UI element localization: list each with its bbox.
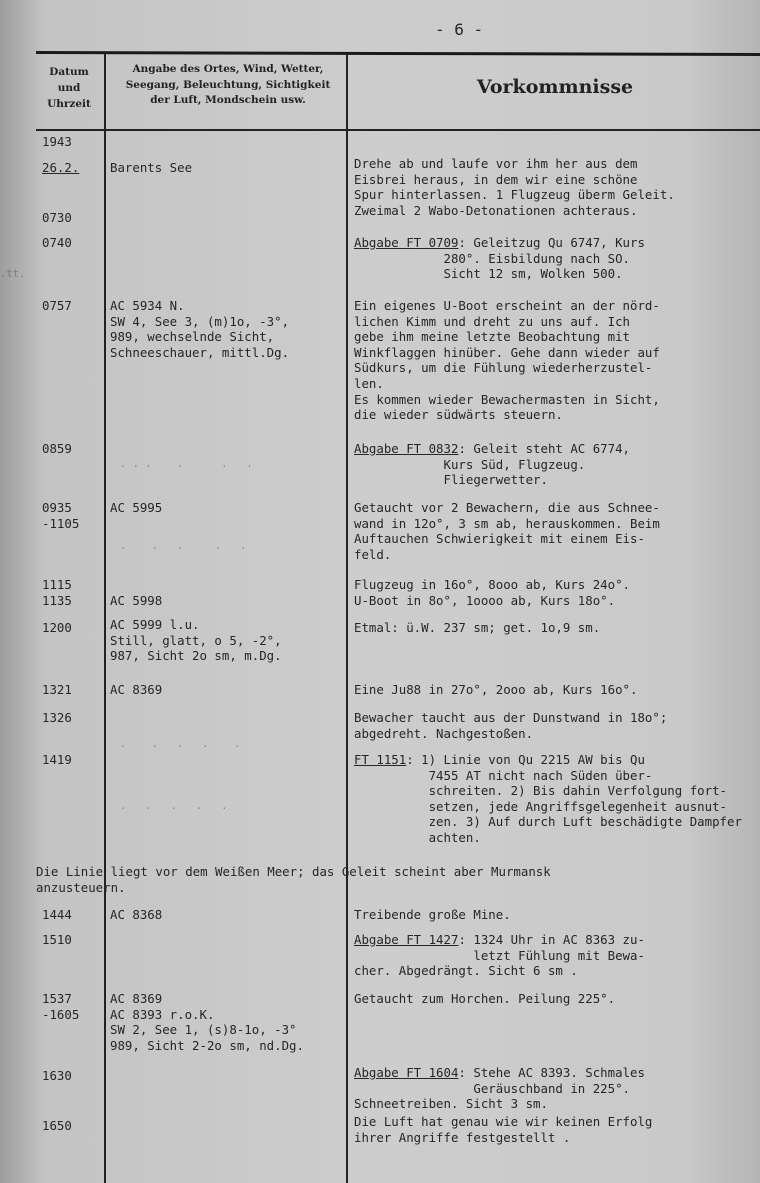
row-0757-time: 0757 [42,298,72,313]
row-0757-place: AC 5934 N. SW 4, See 3, (m)1o, -3°, 989, wechselnde Sicht, Schneeschauer, mittl.Dg. [110,298,290,360]
bleed-through-mark: . . . . . . [120,458,253,470]
row-date-place: Barents See [110,160,193,175]
row-1650-entry: Die Luft hat genau wie wir keinen Erfolg ihrer Angriffe festgestellt . [354,1114,653,1145]
row-0935-place: AC 5995 [110,500,163,515]
row-1200-time: 1200 [42,620,72,635]
header-date-time: Datum und Uhrzeit [47,66,91,110]
row-1419-entry: FT 1151: 1) Linie von Qu 2215 AW bis Qu 7455 AT nicht nach Süden über- schreiten. 2) Bis dahin Verfolgung fort- setzen, jede Angriffsgelegenheit ausnut- zen. 3) Auf durch Luft beschädigte Dampfer achten. [354,752,742,845]
row-1321-place: AC 8369 [110,682,163,697]
row-1321-time: 1321 [42,682,72,697]
row-0757-entry: Ein eigenes U-Boot erscheint an der nörd- lichen Kimm und dreht zu uns auf. Ich gebe ihm meine letzte Beobachtung mit Winkflaggen hinüber. Gehe dann wieder auf Südkurs, um die Fühlung wiederherzustel- len. Es kommen wieder Bewachermasten in Sicht, die wieder südwärts steuern. [354,298,660,423]
row-1115-place: AC 5998 [110,592,163,608]
row-1419-time: 1419 [42,752,72,767]
row-1326-entry: Bewacher taucht aus der Dunstwand in 18o°; abgedreht. Nachgestoßen. [354,710,668,741]
row-1510-time: 1510 [42,932,72,947]
ft-label: Abgabe FT 0832 [354,441,459,456]
row-1537-entry: Getaucht zum Horchen. Peilung 225°. [354,991,616,1006]
bleed-through-mark: . . . . . [120,540,247,552]
row-date-time: 26.2. [42,160,80,175]
row-1115-entry: Flugzeug in 16o°, 8ooo ab, Kurs 24o°. U-Boot in 8o°, 1oooo ab, Kurs 18o°. [354,577,631,608]
row-1115-time: 1115 1135 [42,577,72,608]
row-0935-entry: Getaucht vor 2 Bewachern, die aus Schnee- wand in 12o°, 3 sm ab, herauskommen. Beim Auftauchen Schwierigkeit mit einem Eis- feld. [354,500,660,562]
row-0859-time: 0859 [42,441,72,456]
row-1510-entry: Abgabe FT 1427: 1324 Uhr in AC 8363 zu- letzt Fühlung mit Bewa- cher. Abgedrängt. Sicht 6 sm . [354,932,645,979]
ft-label: Abgabe FT 1604 [354,1065,459,1080]
row-1326-time: 1326 [42,710,72,725]
bleed-through-mark: . . . . . [120,738,241,750]
header-events: Vorkommnisse [476,76,634,98]
ft-label: Abgabe FT 1427 [354,932,459,947]
row-1650-time: 1650 [42,1118,72,1133]
header-location-weather: Angabe des Ortes, Wind, Wetter, Seegang, Beleuchtung, Sichtigkeit der Luft, Mondschein usw. [125,63,331,106]
row-1537-place: AC 8369 AC 8393 r.o.K. SW 2, See 1, (s)8-1o, -3° 989, Sicht 2-2o sm, nd.Dg. [110,991,304,1053]
row-0730-time: 0730 [42,210,72,225]
page-number: - 6 - [435,20,484,39]
row-1630-entry: Abgabe FT 1604: Stehe AC 8393. Schmales Geräuschband in 225°. Schneetreiben. Sicht 3 sm. [354,1065,645,1112]
bleed-through-mark: . . . . . [120,800,228,812]
column-divider-2 [346,54,348,1183]
row-1943-time: 1943 [42,134,72,149]
row-0935-time: 0935 -1105 [42,500,80,531]
table-top-rule [36,51,760,56]
column-divider-1 [104,54,106,1183]
row-1444-time: 1444 [42,907,72,922]
row-0740-entry: Abgabe FT 0709: Geleitzug Qu 6747, Kurs 280°. Eisbildung nach SO. Sicht 12 sm, Wolken 500. [354,235,645,282]
row-1200-place: AC 5999 l.u. Still, glatt, o 5, -2°, 987, Sicht 2o sm, m.Dg. [110,617,282,664]
row-1321-entry: Eine Ju88 in 27o°, 2ooo ab, Kurs 16o°. [354,682,638,697]
row-0859-entry: Abgabe FT 0832: Geleit steht AC 6774, Kurs Süd, Flugzeug. Fliegerwetter. [354,441,631,488]
row-1537-time: 1537 -1605 [42,991,80,1022]
full-width-note: Die Linie liegt vor dem Weißen Meer; das Geleit scheint aber Murmansk anzusteuern. [36,864,551,895]
ft-label: FT 1151 [354,752,407,767]
row-1444-place: AC 8368 [110,907,163,922]
bleed-through-mark: .tt. [0,268,26,280]
row-date-entry: Drehe ab und laufe vor ihm her aus dem Eisbrei heraus, in dem wir eine schöne Spur hinterlassen. 1 Flugzeug überm Geleit. [354,156,675,203]
ft-label: Abgabe FT 0709 [354,235,459,250]
header-rule [36,129,760,131]
row-1444-entry: Treibende große Mine. [354,907,511,922]
row-1630-time: 1630 [42,1068,72,1083]
row-0730-entry: Zweimal 2 Wabo-Detonationen achteraus. [354,203,638,218]
row-0740-time: 0740 [42,235,72,250]
row-1200-entry: Etmal: ü.W. 237 sm; get. 1o,9 sm. [354,620,601,635]
